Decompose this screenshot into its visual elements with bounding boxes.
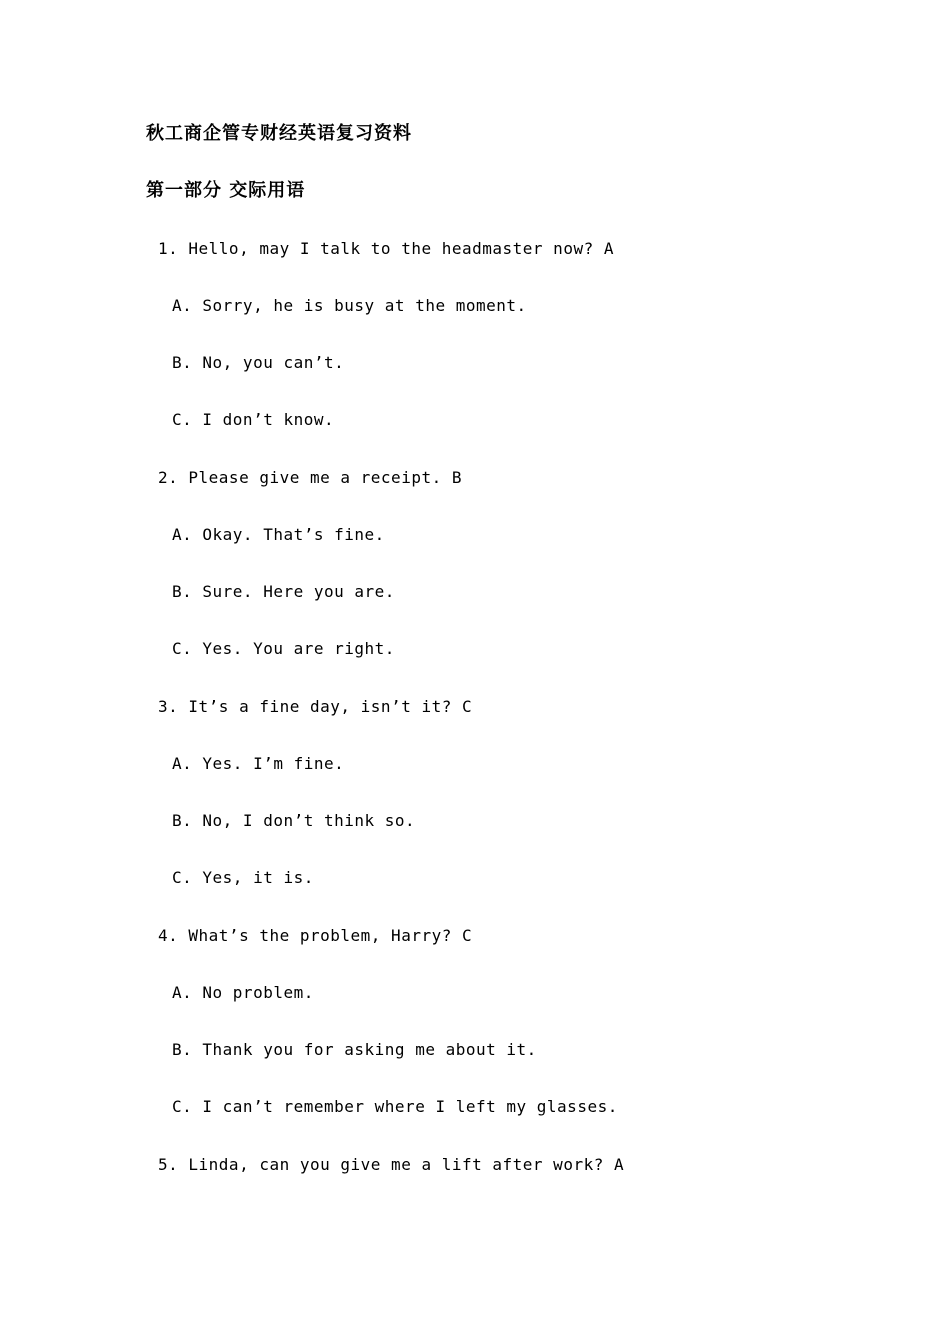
question-4-option-b: B. Thank you for asking me about it. bbox=[172, 1040, 537, 1059]
document-title: 秋工商企管专财经英语复习资料 bbox=[146, 123, 412, 144]
question-1-stem: 1. Hello, may I talk to the headmaster now? A bbox=[158, 239, 614, 258]
question-2-option-b: B. Sure. Here you are. bbox=[172, 582, 395, 601]
question-2-stem: 2. Please give me a receipt. B bbox=[158, 468, 462, 487]
question-3-stem: 3. It’s a fine day, isn’t it? C bbox=[158, 697, 473, 716]
question-2-option-c: C. Yes. You are right. bbox=[172, 639, 395, 658]
section-heading: 第一部分 交际用语 bbox=[146, 180, 306, 201]
question-2-option-a: A. Okay. That’s fine. bbox=[172, 525, 385, 544]
question-1-option-a: A. Sorry, he is busy at the moment. bbox=[172, 296, 527, 315]
question-4-option-a: A. No problem. bbox=[172, 983, 314, 1002]
question-3-option-c: C. Yes, it is. bbox=[172, 868, 314, 887]
question-5-stem: 5. Linda, can you give me a lift after work? A bbox=[158, 1155, 625, 1174]
question-3-option-a: A. Yes. I’m fine. bbox=[172, 754, 345, 773]
question-1-option-b: B. No, you can’t. bbox=[172, 353, 345, 372]
question-4-option-c: C. I can’t remember where I left my glasses. bbox=[172, 1097, 618, 1116]
question-3-option-b: B. No, I don’t think so. bbox=[172, 811, 416, 830]
question-4-stem: 4. What’s the problem, Harry? C bbox=[158, 926, 473, 945]
question-1-option-c: C. I don’t know. bbox=[172, 410, 335, 429]
